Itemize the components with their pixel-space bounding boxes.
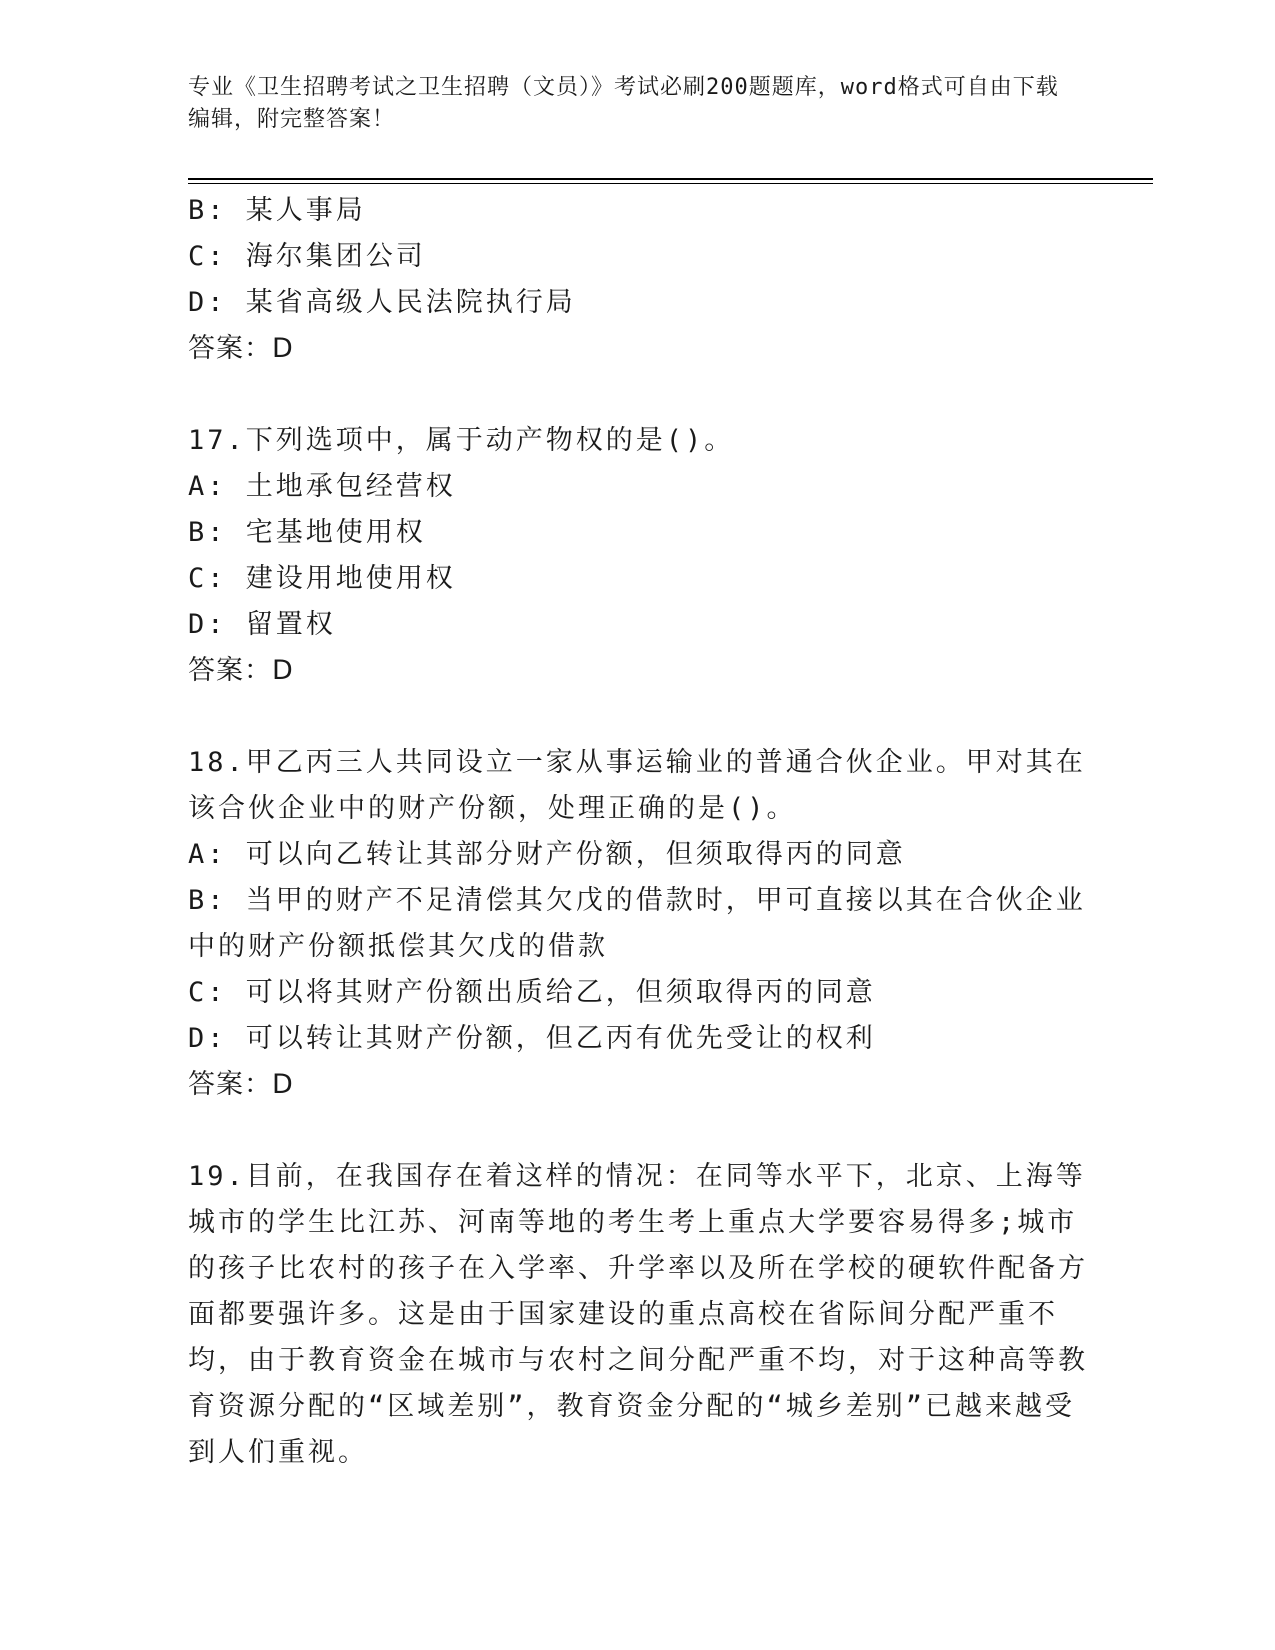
- header-rule-thin: [188, 183, 1153, 184]
- document-body: [188, 188, 1088, 1476]
- question-19: [188, 1154, 1088, 1476]
- question-16-continued: [188, 188, 1088, 372]
- question-17: [188, 418, 1088, 694]
- option-b: B: 宅基地使用权: [188, 517, 426, 548]
- option-b: B: 某人事局: [188, 195, 366, 226]
- option-a: A: 土地承包经营权: [188, 471, 456, 502]
- header-rule-thick: [188, 178, 1153, 180]
- question-stem: 19.目前，在我国存在着这样的情况：在同等水平下，北京、上海等城市的学生比江苏、河南等地的考生考上重点大学要容易得多;城市的孩子比农村的孩子在入学率、升学率以及所在学校的硬软件配备方面都要强许多。这是由于国家建设的重点高校在省际间分配严重不均，由于教育资金在城市与农村之间分配严重不均，对于这种高等教育资源分配的“区域差别”，教育资金分配的“城乡差别”已越来越受到人们重视。: [188, 1161, 1088, 1468]
- option-d: D: 可以转让其财产份额，但乙丙有优先受让的权利: [188, 1023, 876, 1054]
- option-c: C: 建设用地使用权: [188, 563, 456, 594]
- option-d: D: 某省高级人民法院执行局: [188, 287, 576, 318]
- question-stem: 17.下列选项中，属于动产物权的是()。: [188, 425, 735, 456]
- question-stem: 18.甲乙丙三人共同设立一家从事运输业的普通合伙企业。甲对其在该合伙企业中的财产份额，处理正确的是()。: [188, 747, 1086, 824]
- option-d: D: 留置权: [188, 609, 336, 640]
- option-c: C: 可以将其财产份额出质给乙，但须取得丙的同意: [188, 977, 876, 1008]
- option-c: C: 海尔集团公司: [188, 241, 426, 272]
- answer: 答案：D: [188, 655, 294, 686]
- question-18: [188, 740, 1088, 1108]
- answer: 答案：D: [188, 333, 294, 364]
- option-b: B: 当甲的财产不足清偿其欠戊的借款时，甲可直接以其在合伙企业中的财产份额抵偿其欠戊的借款: [188, 885, 1086, 962]
- option-a: A: 可以向乙转让其部分财产份额，但须取得丙的同意: [188, 839, 906, 870]
- answer: 答案：D: [188, 1069, 294, 1100]
- page-header: 专业《卫生招聘考试之卫生招聘（文员）》考试必刷200题题库，word格式可自由下载编辑，附完整答案！: [188, 75, 1059, 132]
